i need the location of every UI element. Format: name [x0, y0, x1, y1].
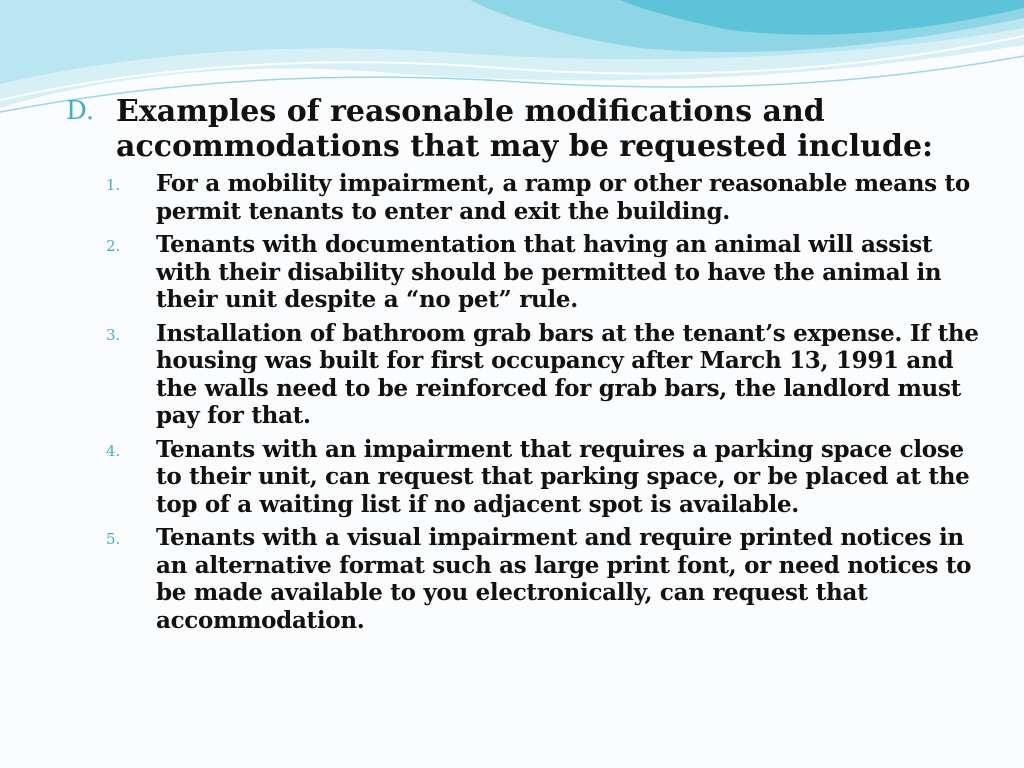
list-item — [106, 436, 986, 519]
list-item-text: Installation of bathroom grab bars at the tenant’s expense. If the housing was built for first occupancy after March 13, 1991 and the walls need to be reinforced for grab bars, the landlord must pay for that. — [156, 319, 979, 429]
list-item-number: 5. — [106, 530, 121, 548]
list-item — [106, 524, 986, 634]
heading-marker: D. — [66, 96, 95, 126]
list-item-text: Tenants with documentation that having an animal will assist with their disability should be permitted to have the animal in their unit despite a “no pet” rule. — [156, 231, 942, 313]
list-item — [106, 170, 986, 225]
heading-text: Examples of reasonable modifications and accommodations that may be requested include: — [116, 94, 934, 164]
list-item-number: 3. — [106, 325, 121, 344]
list-item-number: 4. — [106, 441, 121, 460]
list-item — [106, 231, 986, 314]
list-item-number: 2. — [106, 237, 121, 255]
list-item — [106, 320, 986, 430]
slide-content — [66, 94, 986, 640]
examples-list — [106, 170, 986, 634]
list-item-text: Tenants with a visual impairment and require printed notices in an alternative format such as large print font, or need notices to be made available to you electronically, can request that accommodation. — [156, 524, 972, 634]
list-item-text: For a mobility impairment, a ramp or other reasonable means to permit tenants to enter and exit the building. — [156, 170, 970, 225]
list-item-number: 1. — [106, 176, 121, 194]
list-item-text: Tenants with an impairment that requires a parking space close to their unit, can request that parking space, or be placed at the top of a waiting list if no adjacent spot is available. — [156, 435, 970, 518]
section-heading — [66, 94, 986, 164]
